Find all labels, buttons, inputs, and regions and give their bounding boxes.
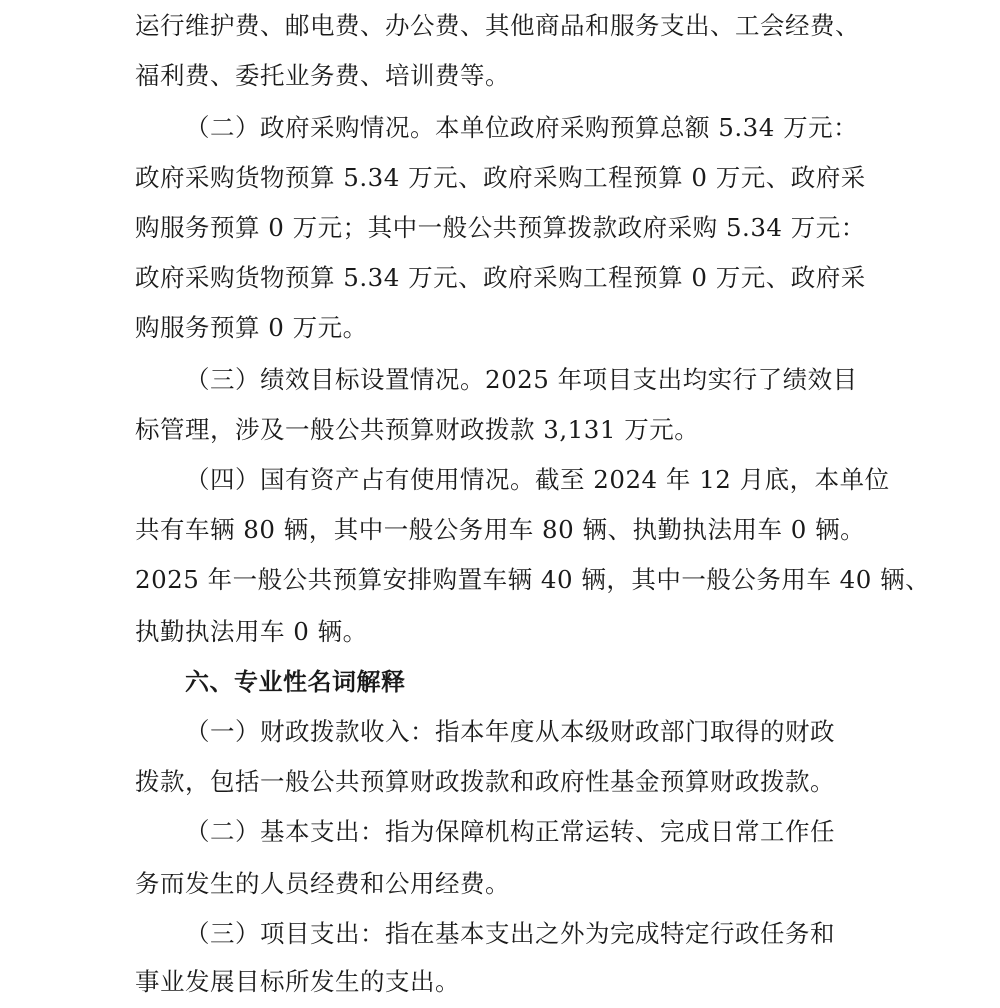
text-line: 政府采购货物预算 5.34 万元、政府采购工程预算 0 万元、政府采 [135, 263, 866, 292]
text-line: 共有车辆 80 辆，其中一般公务用车 80 辆、执勤执法用车 0 辆。 [135, 515, 866, 544]
text-line: 标管理，涉及一般公共预算财政拨款 3,131 万元。 [135, 415, 700, 444]
term-text: 指本年度从本级财政部门取得的财政 [435, 717, 835, 746]
paragraph-assets-line [185, 460, 890, 500]
term-title: （二）基本支出： [185, 817, 385, 846]
term-line [185, 914, 835, 954]
procurement-text: 本单位政府采购预算总额 5.34 万元： [435, 113, 859, 142]
paragraph-performance-line [185, 360, 858, 400]
section-heading: 六、专业性名词解释 [185, 668, 406, 696]
term-line [185, 812, 835, 852]
term-title: （一）财政拨款收入： [185, 717, 435, 746]
assets-text: 截至 2024 年 12 月底，本单位 [535, 465, 890, 494]
term-line [185, 712, 835, 752]
performance-text: 2025 年项目支出均实行了绩效目 [485, 365, 858, 394]
text-line: 2025 年一般公共预算安排购置车辆 40 辆，其中一般公务用车 40 辆、 [135, 565, 931, 594]
text-line: 购服务预算 0 万元；其中一般公共预算拨款政府采购 5.34 万元： [135, 213, 866, 242]
term-title: （三）项目支出： [185, 919, 385, 948]
term-text: 指为保障机构正常运转、完成日常工作任 [385, 817, 835, 846]
text-line: 政府采购货物预算 5.34 万元、政府采购工程预算 0 万元、政府采 [135, 163, 866, 192]
term-text: 指在基本支出之外为完成特定行政任务和 [385, 919, 835, 948]
text-line: 事业发展目标所发生的支出。 [135, 967, 460, 996]
text-line: 执勤执法用车 0 辆。 [135, 617, 368, 646]
text-line: 务而发生的人员经费和公用经费。 [135, 869, 510, 898]
text-line: 购服务预算 0 万元。 [135, 313, 368, 342]
assets-title: （四）国有资产占有使用情况。 [185, 465, 535, 494]
text-line: 运行维护费、邮电费、办公费、其他商品和服务支出、工会经费、 [135, 11, 860, 40]
procurement-title: （二）政府采购情况。 [185, 113, 435, 142]
text-line: 福利费、委托业务费、培训费等。 [135, 61, 510, 90]
text-line: 拨款，包括一般公共预算财政拨款和政府性基金预算财政拨款。 [135, 767, 835, 796]
performance-title: （三）绩效目标设置情况。 [185, 365, 485, 394]
paragraph-procurement-line [185, 108, 858, 148]
